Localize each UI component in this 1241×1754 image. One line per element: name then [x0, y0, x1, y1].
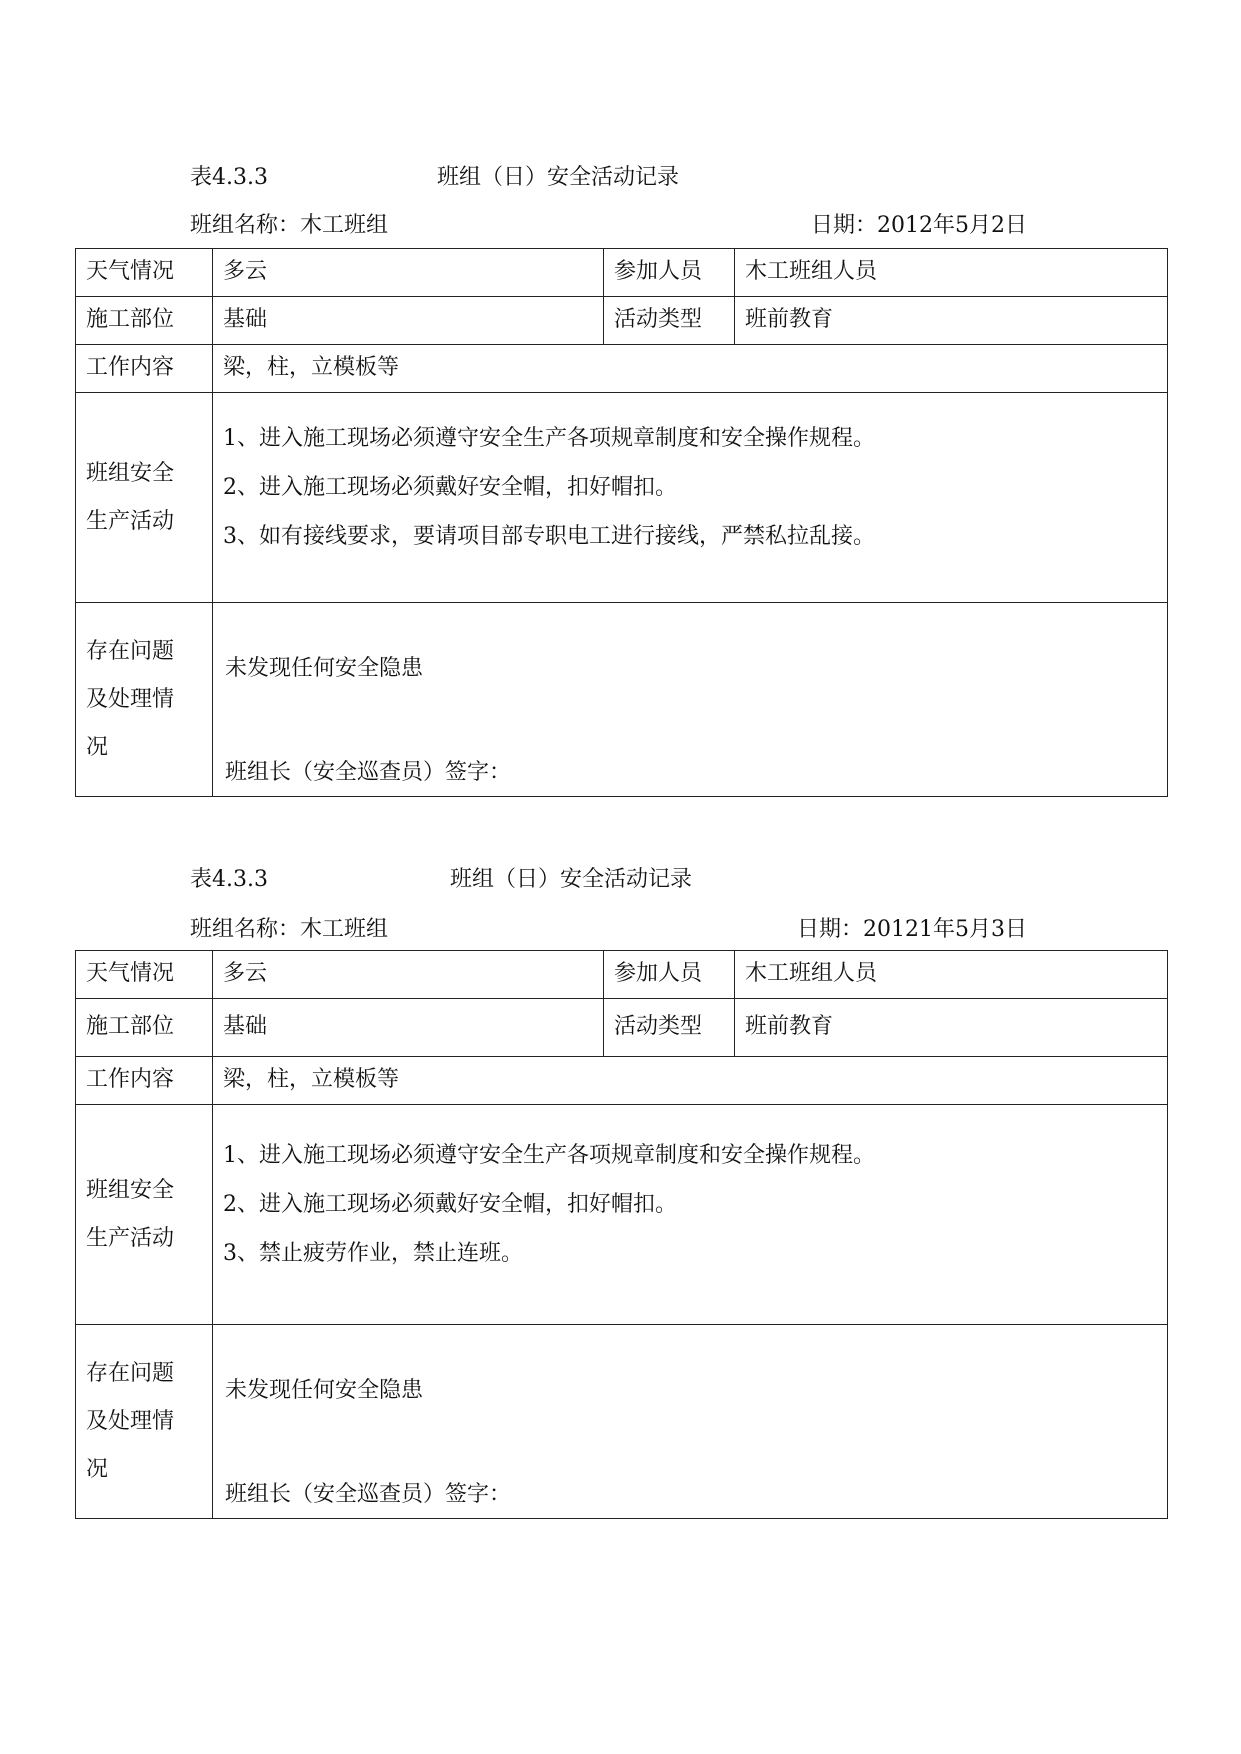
record-title-line: [0, 160, 1241, 200]
issue-label: [76, 1325, 213, 1519]
safety-activity-label: [76, 1105, 213, 1325]
weather-label: 天气情况: [76, 951, 213, 999]
issue-label-line: 及处理情: [86, 1408, 175, 1434]
safety-item: 2、进入施工现场必须戴好安全帽，扣好帽扣。: [223, 1192, 677, 1217]
participants-label: 参加人员: [604, 951, 735, 999]
record-heading: 班组（日）安全活动记录: [450, 867, 693, 892]
team-name: 班组名称：木工班组: [190, 213, 389, 238]
table-code: 表4.3.3: [190, 165, 268, 190]
team-name: 班组名称：木工班组: [190, 917, 389, 942]
record-heading: 班组（日）安全活动记录: [437, 165, 680, 190]
record-meta-line: [0, 912, 1241, 952]
safety-activity-list: [213, 1105, 1168, 1325]
weather-value: 多云: [213, 951, 604, 999]
work-label: 工作内容: [76, 345, 213, 393]
safety-item: 3、禁止疲劳作业，禁止连班。: [223, 1241, 523, 1266]
participants-value: 木工班组人员: [735, 951, 1168, 999]
participants-label: 参加人员: [604, 249, 735, 297]
record-title-line: [0, 862, 1241, 902]
safety-label-line: 生产活动: [86, 1225, 175, 1251]
issue-label-line: 况: [86, 734, 109, 760]
table-code: 表4.3.3: [190, 867, 268, 892]
safety-item: 2、进入施工现场必须戴好安全帽，扣好帽扣。: [223, 475, 677, 500]
location-value: 基础: [213, 999, 604, 1057]
issue-label-line: 况: [86, 1456, 109, 1482]
issue-finding: 未发现任何安全隐患: [225, 656, 424, 681]
record-meta-line: [0, 208, 1241, 248]
record-date: 日期：20121年5月3日: [797, 917, 1027, 942]
safety-activity-list: [213, 393, 1168, 603]
issue-label-line: 存在问题: [86, 638, 175, 664]
activity-type-label: 活动类型: [604, 999, 735, 1057]
location-value: 基础: [213, 297, 604, 345]
safety-label-line: 班组安全: [86, 460, 175, 486]
location-label: 施工部位: [76, 999, 213, 1057]
participants-value: 木工班组人员: [735, 249, 1168, 297]
work-label: 工作内容: [76, 1057, 213, 1105]
record-date: 日期：2012年5月2日: [811, 213, 1027, 238]
safety-item: 1、进入施工现场必须遵守安全生产各项规章制度和安全操作规程。: [223, 426, 875, 451]
work-value: 梁，柱，立模板等: [213, 1057, 1168, 1105]
issue-label-line: 及处理情: [86, 686, 175, 712]
record-table: [75, 950, 1168, 1519]
activity-type-label: 活动类型: [604, 297, 735, 345]
issue-cell: [213, 603, 1168, 797]
issue-cell: [213, 1325, 1168, 1519]
safety-label-line: 班组安全: [86, 1177, 175, 1203]
work-value: 梁，柱，立模板等: [213, 345, 1168, 393]
issue-finding: 未发现任何安全隐患: [225, 1378, 424, 1403]
location-label: 施工部位: [76, 297, 213, 345]
activity-type-value: 班前教育: [735, 999, 1168, 1057]
issue-label: [76, 603, 213, 797]
signature-field: 班组长（安全巡查员）签字：: [225, 1482, 512, 1508]
record-table: [75, 248, 1168, 797]
weather-label: 天气情况: [76, 249, 213, 297]
safety-item: 3、如有接线要求，要请项目部专职电工进行接线，严禁私拉乱接。: [223, 524, 875, 549]
signature-field: 班组长（安全巡查员）签字：: [225, 760, 512, 786]
safety-activity-label: [76, 393, 213, 603]
safety-item: 1、进入施工现场必须遵守安全生产各项规章制度和安全操作规程。: [223, 1143, 875, 1168]
weather-value: 多云: [213, 249, 604, 297]
safety-label-line: 生产活动: [86, 508, 175, 534]
activity-type-value: 班前教育: [735, 297, 1168, 345]
issue-label-line: 存在问题: [86, 1360, 175, 1386]
